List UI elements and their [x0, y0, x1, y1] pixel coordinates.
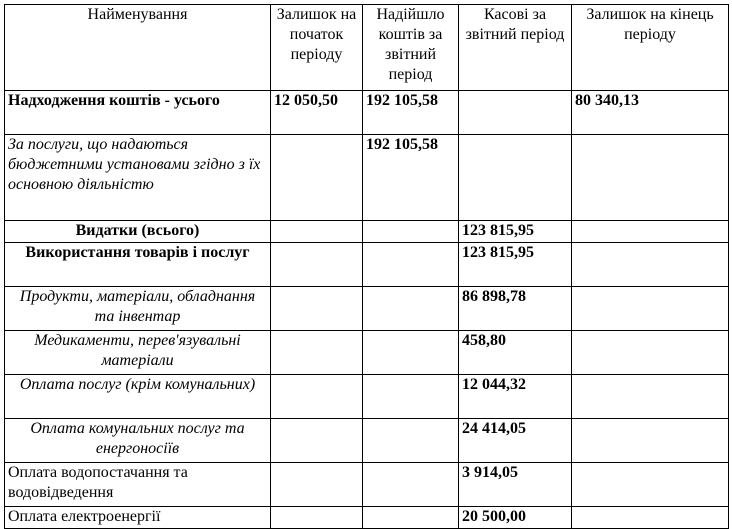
- row-cash: 20 500,00: [459, 507, 572, 529]
- row-closing: [572, 135, 729, 221]
- row-closing: [572, 221, 729, 243]
- row-name: Продукти, матеріали, обладнання та інвентар: [5, 287, 271, 331]
- table-row: [5, 375, 729, 419]
- row-received: [363, 375, 459, 419]
- header-cash: Касові за звітний період: [459, 5, 572, 91]
- header-row: [5, 5, 729, 91]
- row-received: [363, 221, 459, 243]
- row-closing: [572, 419, 729, 463]
- row-name: Використання товарів і послуг: [5, 243, 271, 287]
- row-name: За послуги, що надаються бюджетними установами згідно з їх основною діяльністю: [5, 135, 271, 221]
- row-closing: [572, 287, 729, 331]
- row-received: [363, 331, 459, 375]
- row-closing: [572, 375, 729, 419]
- row-cash: 3 914,05: [459, 463, 572, 507]
- row-opening: [271, 375, 363, 419]
- row-name: Оплата послуг (крім комунальних): [5, 375, 271, 419]
- row-opening: [271, 287, 363, 331]
- row-name: Надходження коштів - усього: [5, 91, 271, 135]
- table-row: [5, 243, 729, 287]
- row-opening: [271, 221, 363, 243]
- table-row: [5, 135, 729, 221]
- row-closing: [572, 331, 729, 375]
- header-closing-balance: Залишок на кінець періоду: [572, 5, 729, 91]
- row-cash: 12 044,32: [459, 375, 572, 419]
- row-opening: 12 050,50: [271, 91, 363, 135]
- table-row: [5, 331, 729, 375]
- table-row: [5, 221, 729, 243]
- header-opening-balance: Залишок на початок періоду: [271, 5, 363, 91]
- row-name: Медикаменти, перев'язувальні матеріали: [5, 331, 271, 375]
- row-closing: 80 340,13: [572, 91, 729, 135]
- row-opening: [271, 507, 363, 529]
- table-row: [5, 287, 729, 331]
- table-row: [5, 91, 729, 135]
- row-opening: [271, 135, 363, 221]
- row-opening: [271, 243, 363, 287]
- row-name: Оплата комунальних послуг та енергоносіїв: [5, 419, 271, 463]
- row-closing: [572, 463, 729, 507]
- row-received: [363, 419, 459, 463]
- row-cash: [459, 135, 572, 221]
- row-cash: 24 414,05: [459, 419, 572, 463]
- row-cash: 86 898,78: [459, 287, 572, 331]
- row-received: [363, 507, 459, 529]
- row-received: [363, 243, 459, 287]
- table-row: [5, 463, 729, 507]
- row-name: Оплата електроенергії: [5, 507, 271, 529]
- row-cash: 458,80: [459, 331, 572, 375]
- row-received: 192 105,58: [363, 135, 459, 221]
- row-opening: [271, 463, 363, 507]
- row-received: 192 105,58: [363, 91, 459, 135]
- row-name: Оплата водопостачання та водовідведення: [5, 463, 271, 507]
- table-row: [5, 507, 729, 529]
- row-opening: [271, 331, 363, 375]
- row-closing: [572, 243, 729, 287]
- row-cash: [459, 91, 572, 135]
- table-row: [5, 419, 729, 463]
- row-cash: 123 815,95: [459, 221, 572, 243]
- row-closing: [572, 507, 729, 529]
- row-name: Видатки (всього): [5, 221, 271, 243]
- header-received: Надійшло коштів за звітний період: [363, 5, 459, 91]
- row-cash: 123 815,95: [459, 243, 572, 287]
- budget-report-table: [4, 4, 729, 529]
- header-name: Найменування: [5, 5, 271, 91]
- row-opening: [271, 419, 363, 463]
- row-received: [363, 463, 459, 507]
- row-received: [363, 287, 459, 331]
